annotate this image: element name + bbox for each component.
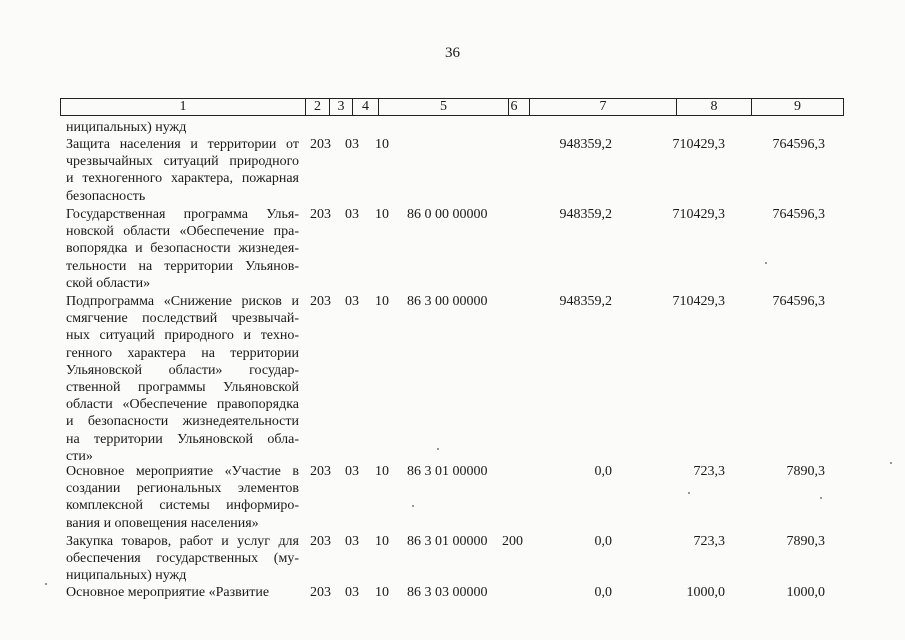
- description-line: Ульяновской области» государ-: [66, 362, 299, 378]
- cell-col-9: 764596,3: [772, 294, 825, 309]
- description-line: чрезвычайных ситуаций природного: [66, 154, 299, 170]
- row-description: [66, 293, 299, 465]
- cell-col-7: 948359,2: [559, 294, 612, 309]
- description-line: области «Обеспечение правопорядка: [66, 397, 299, 413]
- header-col-7: 7: [530, 99, 677, 115]
- scan-speck: [437, 448, 439, 450]
- description-line: Подпрограмма «Снижение рисков и: [66, 294, 299, 309]
- description-line: Государственная программа Улья-: [66, 207, 299, 222]
- description-line: и безопасности жизнедеятельности: [66, 414, 299, 430]
- cell-col-7: 0,0: [594, 534, 612, 549]
- scan-speck: [45, 583, 47, 585]
- cell-col-5: 86 3 03 00000: [407, 585, 488, 600]
- cell-col-6: 200: [502, 534, 523, 549]
- row-description: [66, 119, 299, 136]
- description-line: Защита населения и территории от: [66, 137, 299, 152]
- cell-col-7: 948359,2: [559, 207, 612, 222]
- description-line: комплексной системы информиро-: [66, 498, 299, 514]
- header-col-2: 2: [306, 99, 330, 115]
- description-line: ных ситуаций природного и техно-: [66, 328, 299, 344]
- cell-col-3: 03: [345, 207, 359, 222]
- description-line: на территории Ульяновской обла-: [66, 431, 299, 447]
- scan-speck: [765, 262, 767, 264]
- description-line: и техногенного характера, пожарная: [66, 171, 299, 187]
- description-line: обеспечения государственных (му-: [66, 551, 299, 567]
- scan-speck: [412, 505, 414, 507]
- header-col-5: 5: [379, 99, 509, 115]
- cell-col-8: 723,3: [693, 464, 725, 479]
- page-number: 36: [445, 45, 460, 61]
- cell-col-2: 203: [310, 534, 331, 549]
- row-description: [66, 206, 299, 292]
- cell-col-4: 10: [375, 464, 389, 479]
- cell-col-8: 1000,0: [686, 585, 725, 600]
- description-line: тельности на территории Ульянов-: [66, 258, 299, 274]
- cell-col-9: 1000,0: [786, 585, 825, 600]
- cell-col-7: 0,0: [594, 585, 612, 600]
- header-col-9: 9: [794, 99, 801, 114]
- cell-col-3: 03: [345, 464, 359, 479]
- cell-col-8: 710429,3: [672, 137, 725, 152]
- cell-col-3: 03: [345, 137, 359, 152]
- description-line: сти»: [66, 448, 93, 464]
- cell-col-9: 7890,3: [786, 534, 825, 549]
- cell-col-4: 10: [375, 585, 389, 600]
- description-line: новской области «Обеспечение пра-: [66, 224, 299, 240]
- cell-col-2: 203: [310, 294, 331, 309]
- cell-col-3: 03: [345, 534, 359, 549]
- scan-speck: [820, 497, 822, 499]
- description-line: генного характера на территории: [66, 345, 299, 361]
- description-line: Основное мероприятие «Развитие: [66, 585, 270, 600]
- row-description: [66, 463, 299, 532]
- header-col-3: 3: [330, 99, 353, 115]
- cell-col-5: 86 3 00 00000: [407, 294, 488, 309]
- description-line: ской области»: [66, 275, 151, 291]
- scan-speck: [890, 462, 892, 464]
- cell-col-7: 0,0: [594, 464, 612, 479]
- header-col-4: 4: [353, 99, 379, 115]
- cell-col-2: 203: [310, 464, 331, 479]
- cell-col-9: 7890,3: [786, 464, 825, 479]
- cell-col-7: 948359,2: [559, 137, 612, 152]
- description-line: вания и оповещения населения»: [66, 515, 259, 531]
- cell-col-8: 710429,3: [672, 294, 725, 309]
- row-description: [66, 584, 299, 601]
- cell-col-2: 203: [310, 585, 331, 600]
- description-line: смягчение последствий чрезвычай-: [66, 311, 299, 327]
- scan-speck: [688, 492, 690, 494]
- cell-col-2: 203: [310, 137, 331, 152]
- description-line: Основное мероприятие «Участие в: [66, 464, 299, 479]
- cell-col-4: 10: [375, 534, 389, 549]
- description-line: безопасность: [66, 188, 146, 204]
- cell-col-9: 764596,3: [772, 137, 825, 152]
- cell-col-9: 764596,3: [772, 207, 825, 222]
- cell-col-5: 86 0 00 00000: [407, 207, 488, 222]
- table-header: [60, 98, 844, 116]
- header-col-8: 8: [677, 99, 752, 115]
- description-line: ниципальных) нужд: [66, 120, 187, 135]
- description-line: Закупка товаров, работ и услуг для: [66, 534, 299, 549]
- row-description: [66, 533, 299, 585]
- header-col-6: 6: [499, 99, 530, 115]
- cell-col-5: 86 3 01 00000: [407, 534, 488, 549]
- description-line: вопорядка и безопасности жизнедея-: [66, 241, 299, 257]
- description-line: создании региональных элементов: [66, 481, 299, 497]
- cell-col-3: 03: [345, 585, 359, 600]
- cell-col-8: 723,3: [693, 534, 725, 549]
- cell-col-3: 03: [345, 294, 359, 309]
- cell-col-5: 86 3 01 00000: [407, 464, 488, 479]
- header-col-1: 1: [61, 99, 306, 115]
- cell-col-4: 10: [375, 207, 389, 222]
- description-line: ниципальных) нужд: [66, 568, 187, 584]
- cell-col-2: 203: [310, 207, 331, 222]
- cell-col-8: 710429,3: [672, 207, 725, 222]
- description-line: ственной программы Ульяновской: [66, 379, 299, 395]
- cell-col-4: 10: [375, 137, 389, 152]
- row-description: [66, 136, 299, 205]
- cell-col-4: 10: [375, 294, 389, 309]
